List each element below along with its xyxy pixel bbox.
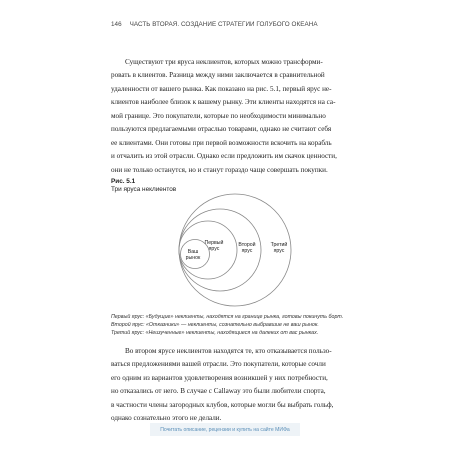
label-tier1-2: ярус [208,246,220,252]
text-line: они не только останутся, но и станут гораздо чаще совершать покупки. [111,165,328,174]
figure-title: Три яруса неклиентов [111,186,177,193]
text-line: Во втором ярусе неклиентов находятся те, кто отказывается пользо- [125,347,332,355]
footer-banner [150,423,300,436]
label-tier1-1: Первый [204,240,224,246]
paragraph-2 [111,345,352,426]
tiers-diagram [111,193,351,308]
text-line: в частности члены загородных клубов, которые могли бы выбрать гольф, [111,400,334,409]
page-number: 146 [111,21,122,28]
text-line: мой границе. Это покупатели, которые по необходимости минимально [111,111,326,120]
text-line: удаленности от вашего рынка. Как показано на рис. 5.1, первый ярус не- [111,84,332,93]
label-your-market-1: Ваш [187,249,199,255]
text-line: ее клиентами. Они готовы при первой возможности вскочить на корабль [111,138,332,147]
paragraph-1 [111,56,352,177]
label-tier2-1: Второй [238,242,256,248]
text-line: и отчалить из этой отрасли. Однако если предложить им скачок ценности, [111,152,337,161]
text-line: Существуют три яруса неклиентов, которых можно трансформи- [125,58,323,66]
buy-book-link[interactable]: Почитать описание, рецензии и купить на сайте МИФа [160,426,290,433]
text-line: клиентов наиболее близок к вашему рынку. Эти клиенты находятся на са- [111,98,336,107]
section-title: ЧАСТЬ ВТОРАЯ. СОЗДАНИЕ СТРАТЕГИИ ГОЛУБОГО ОКЕАНА [129,21,318,28]
text-line: пользуются предлагаемыми отраслью товарами, однако не считают себя [111,125,332,134]
label-your-market-2: рынок [185,255,201,261]
caption-line: Второй ярус: «Отказники» — неклиенты, сознательно выбравшие не ваш рынок. [111,322,319,329]
text-line: ровать в клиентов. Разница между ними заключается в сравнительной [111,71,325,80]
text-line: его одним из вариантов удовлетворения возникшей у них потребности, [111,373,328,382]
text-line: но отказались от него. В случае с Callaway это были любители спорта, [111,387,326,396]
text-line: ваться предложениями вашей отрасли. Это покупатели, которые сочли [111,360,326,369]
label-tier3-2: ярус [273,248,285,254]
caption-line: Третий ярус: «Неизученные» неклиенты, находящиеся на далеких от вас рынках. [111,330,319,337]
figure-label: Рис. 5.1 [111,178,136,185]
running-head [111,21,318,28]
text-line: однако сознательно этого не делали. [111,414,222,423]
caption-line: Первый ярус: «Будущие» неклиенты, находятся на границе рынка, готовы покинуть борт. [111,314,344,320]
label-tier2-2: ярус [241,248,253,254]
figure-caption [111,313,356,338]
label-tier3-1: Третий [270,242,288,248]
